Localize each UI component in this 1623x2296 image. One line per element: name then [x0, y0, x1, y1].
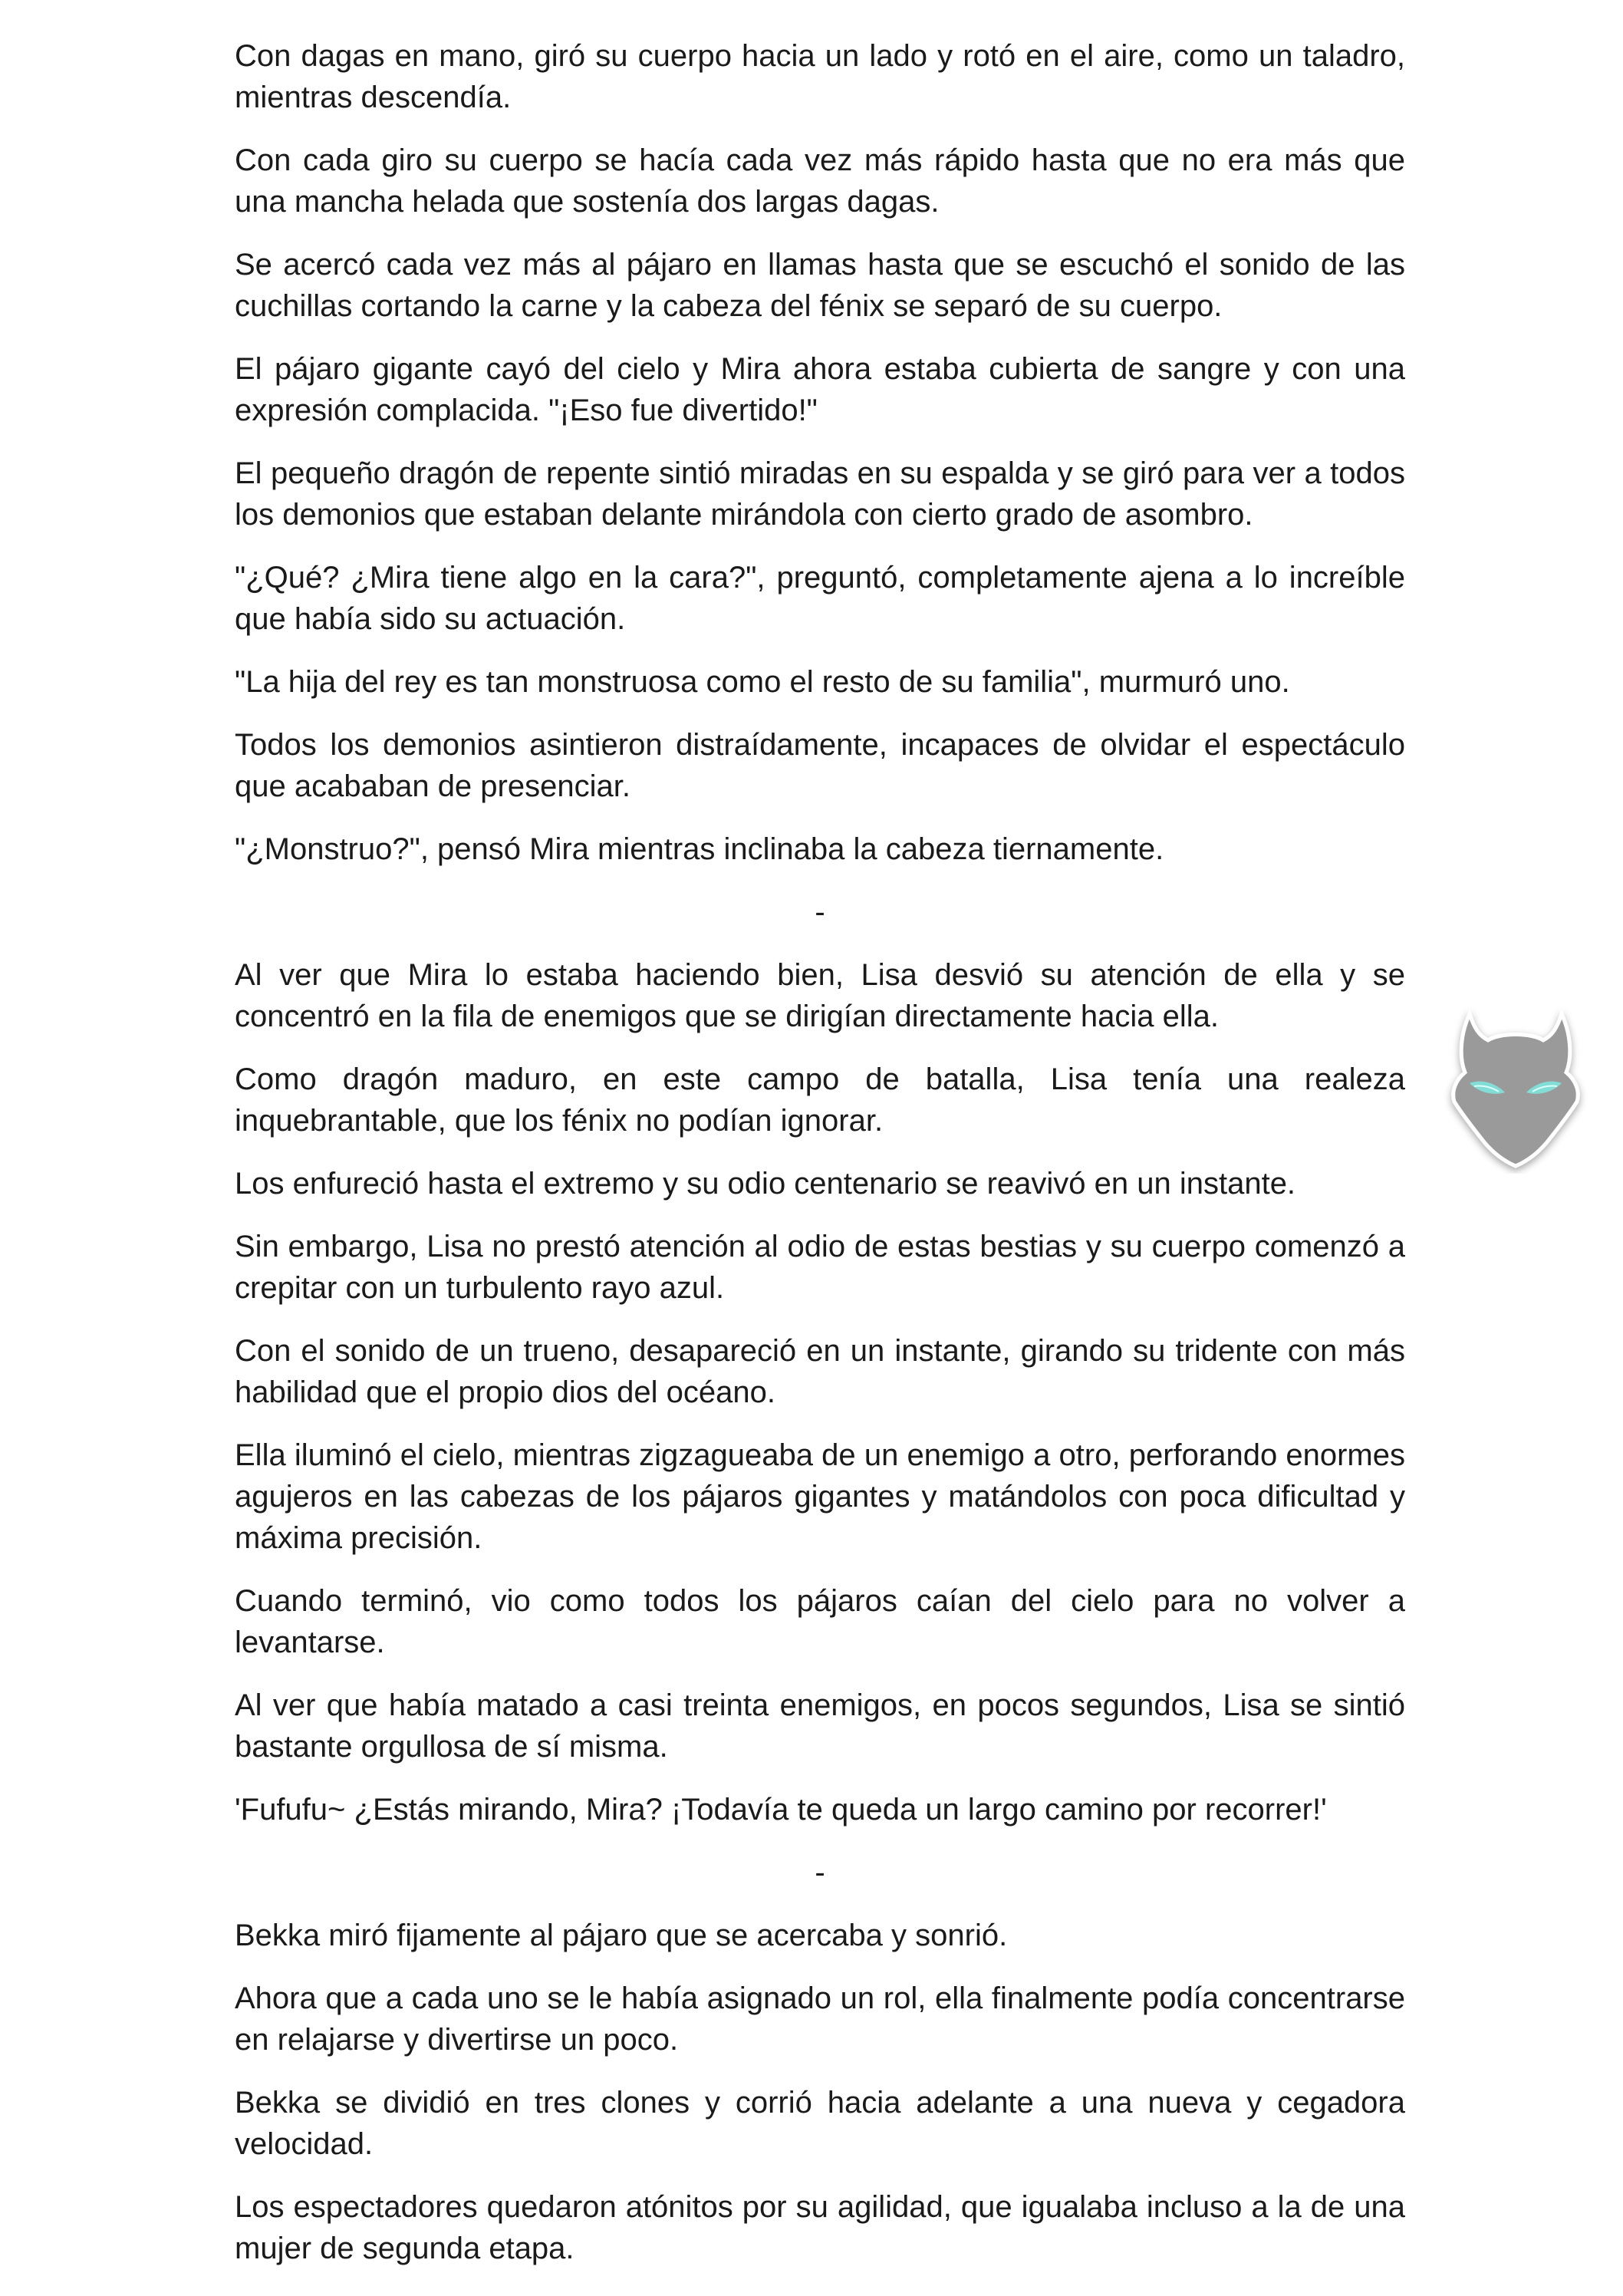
demon-head-icon [1439, 997, 1592, 1174]
paragraph: Al ver que había matado a casi treinta enemigos, en pocos segundos, Lisa se sintió bastante orgullosa de sí misma. [235, 1688, 1405, 1764]
paragraph: Se acercó cada vez más al pájaro en llamas hasta que se escuchó el sonido de las cuchillas cortando la carne y la cabeza del fénix se separó de su cuerpo. [235, 248, 1405, 323]
paragraph: Con el sonido de un trueno, desapareció en un instante, girando su tridente con más habilidad que el propio dios del océano. [235, 1334, 1405, 1409]
paragraph: Los espectadores quedaron atónitos por su agilidad, que igualaba incluso a la de una mujer de segunda etapa. [235, 2190, 1405, 2265]
paragraph: Cuando terminó, vio como todos los pájaros caían del cielo para no volver a levantarse. [235, 1584, 1405, 1659]
section-divider: - [815, 895, 825, 929]
paragraph: Con cada giro su cuerpo se hacía cada vez más rápido hasta que no era más que una mancha helada que sostenía dos largas dagas. [235, 143, 1405, 219]
watermark-logo [1439, 997, 1592, 1174]
text-column [235, 35, 1405, 2291]
paragraph: Ella iluminó el cielo, mientras zigzagueaba de un enemigo a otro, perforando enormes agujeros en las cabezas de los pájaros gigantes y matándolos con poca dificultad y máxima precisión. [235, 1438, 1405, 1555]
paragraph: Los enfureció hasta el extremo y su odio centenario se reavivó en un instante. [235, 1167, 1296, 1201]
paragraph: Bekka miró fijamente al pájaro que se acercaba y sonrió. [235, 1919, 1008, 1952]
paragraph: Con dagas en mano, giró su cuerpo hacia un lado y rotó en el aire, como un taladro, mientras descendía. [235, 39, 1405, 114]
paragraph: Sin embargo, Lisa no prestó atención al odio de estas bestias y su cuerpo comenzó a crepitar con un turbulento rayo azul. [235, 1230, 1405, 1305]
paragraph: El pájaro gigante cayó del cielo y Mira ahora estaba cubierta de sangre y con una expresión complacida. "¡Eso fue divertido!" [235, 352, 1405, 427]
paragraph: Como dragón maduro, en este campo de batalla, Lisa tenía una realeza inquebrantable, que los fénix no podían ignorar. [235, 1062, 1405, 1138]
paragraph: Ahora que a cada uno se le había asignado un rol, ella finalmente podía concentrarse en relajarse y divertirse un poco. [235, 1981, 1405, 2057]
paragraph: "¿Qué? ¿Mira tiene algo en la cara?", preguntó, completamente ajena a lo increíble que había sido su actuación. [235, 561, 1405, 636]
paragraph: Al ver que Mira lo estaba haciendo bien, Lisa desvió su atención de ella y se concentró en la fila de enemigos que se dirigían directamente hacia ella. [235, 958, 1405, 1033]
section-divider: - [815, 1856, 825, 1889]
paragraph: Todos los demonios asintieron distraídamente, incapaces de olvidar el espectáculo que acababan de presenciar. [235, 728, 1405, 803]
paragraph: "¿Monstruo?", pensó Mira mientras inclinaba la cabeza tiernamente. [235, 832, 1164, 866]
paragraph: El pequeño dragón de repente sintió miradas en su espalda y se giró para ver a todos los demonios que estaban delante mirándola con cierto grado de asombro. [235, 456, 1405, 532]
paragraph: "La hija del rey es tan monstruosa como el resto de su familia", murmuró uno. [235, 665, 1290, 699]
paragraph: Bekka se dividió en tres clones y corrió hacia adelante a una nueva y cegadora velocidad. [235, 2086, 1405, 2161]
paragraph: 'Fufufu~ ¿Estás mirando, Mira? ¡Todavía te queda un largo camino por recorrer!' [235, 1793, 1327, 1827]
